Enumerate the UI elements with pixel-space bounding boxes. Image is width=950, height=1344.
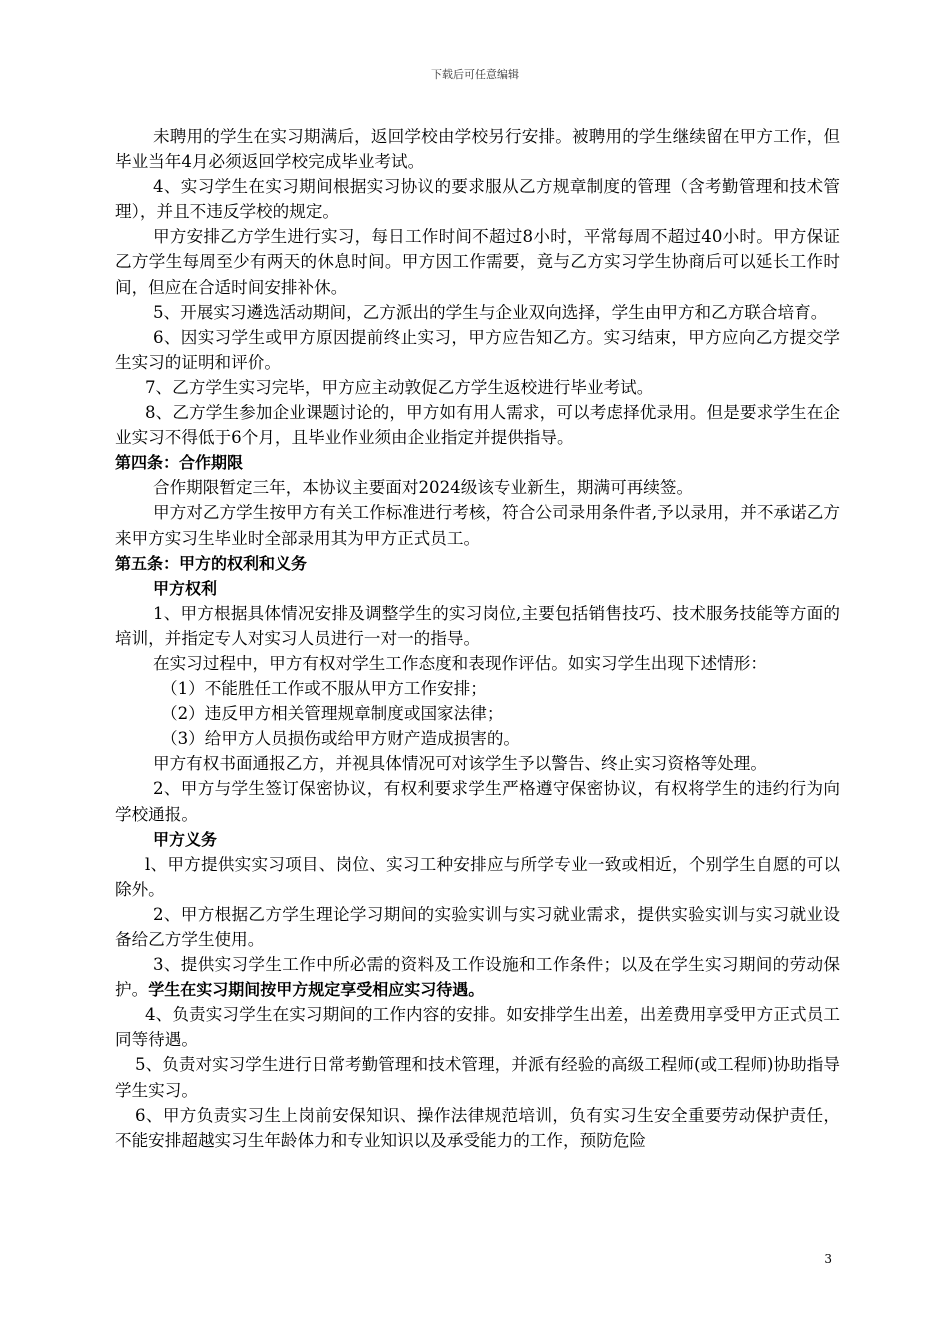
- list-item: （2）违反甲方相关管理规章制度或国家法律；: [161, 704, 504, 724]
- document-body: [115, 124, 840, 1153]
- paragraph: 2、甲方根据乙方学生理论学习期间的实验实训与实习就业需求，提供实验实训与实习就业设备给乙方学生使用。: [115, 904, 840, 949]
- paragraph: 合作期限暂定三年，本协议主要面对2024级该专业新生，期满可再续签。: [153, 478, 694, 498]
- list-item: （1）不能胜任工作或不服从甲方工作安排；: [161, 679, 487, 699]
- page-number: 3: [824, 1252, 832, 1266]
- paragraph: 4、实习学生在实习期间根据实习协议的要求服从乙方规章制度的管理（含考勤管理和技术管理），并且不违反学校的规定。: [115, 177, 840, 222]
- paragraph: 未聘用的学生在实习期满后，返回学校由学校另行安排。被聘用的学生继续留在甲方工作，但毕业当年4月必须返回学校完成毕业考试。: [115, 127, 840, 172]
- section-heading: 第四条：合作期限: [115, 453, 244, 473]
- paragraph-text: 3、提供实习学生工作中所必需的资料及工作设施和工作条件；以及在学生实习期间的劳动保护。: [115, 955, 840, 1000]
- page-header: 下载后可任意编辑: [431, 68, 519, 81]
- paragraph: 6、甲方负责实习生上岗前安保知识、操作法律规范培训，负有实习生安全重要劳动保护责任，不能安排超越实习生年龄体力和专业知识以及承受能力的工作，预防危险: [115, 1105, 840, 1150]
- paragraph: l、甲方提供实实习项目、岗位、实习工种安排应与所学专业一致或相近，个别学生自愿的可以除外。: [115, 854, 840, 899]
- paragraph: [115, 952, 840, 1002]
- paragraph: 甲方有权书面通报乙方，并视具体情况可对该学生予以警告、终止实习资格等处理。: [153, 754, 767, 774]
- paragraph: 2、甲方与学生签订保密协议，有权利要求学生严格遵守保密协议，有权将学生的违约行为向学校通报。: [115, 779, 840, 824]
- section-heading: 第五条：甲方的权利和义务: [115, 553, 308, 573]
- paragraph: 5、开展实习遴选活动期间，乙方派出的学生与企业双向选择，学生由甲方和乙方联合培育。: [153, 302, 828, 322]
- subsection-heading: 甲方义务: [153, 829, 218, 849]
- paragraph: 7、乙方学生实习完毕，甲方应主动敦促乙方学生返校进行毕业考试。: [145, 377, 654, 397]
- subsection-heading: 甲方权利: [153, 578, 218, 598]
- bold-emphasis: 学生在实习期间按甲方规定享受相应实习待遇。: [148, 980, 485, 1000]
- paragraph: 4、负责实习学生在实习期间的工作内容的安排。如安排学生出差，出差费用享受甲方正式员工同等待遇。: [115, 1005, 840, 1050]
- paragraph: 8、乙方学生参加企业课题讨论的，甲方如有用人需求，可以考虑择优录用。但是要求学生在企业实习不得低于6个月，且毕业作业须由企业指定并提供指导。: [115, 403, 840, 448]
- paragraph: 6、因实习学生或甲方原因提前终止实习，甲方应告知乙方。实习结束，甲方应向乙方提交学生实习的证明和评价。: [115, 327, 840, 372]
- paragraph: 5、负责对实习学生进行日常考勤管理和技术管理，并派有经验的高级工程师(或工程师)协助指导学生实习。: [115, 1055, 840, 1100]
- paragraph: 甲方安排乙方学生进行实习，每日工作时间不超过8小时，平常每周不超过40小时。甲方保证乙方学生每周至少有两天的休息时间。甲方因工作需要，竟与乙方实习学生协商后可以延长工作时间，但应在合适时间安排补休。: [115, 227, 840, 297]
- paragraph: 甲方对乙方学生按甲方有关工作标准进行考核，符合公司录用条件者,予以录用，并不承诺乙方来甲方实习生毕业时全部录用其为甲方正式员工。: [115, 503, 840, 548]
- paragraph: 在实习过程中，甲方有权对学生工作态度和表现作评估。如实习学生出现下述情形：: [153, 653, 767, 673]
- paragraph: 1、甲方根据具体情况安排及调整学生的实习岗位,主要包括销售技巧、技术服务技能等方面的培训，并指定专人对实习人员进行一对一的指导。: [115, 603, 840, 648]
- list-item: （3）给甲方人员损伤或给甲方财产造成损害的。: [161, 729, 521, 749]
